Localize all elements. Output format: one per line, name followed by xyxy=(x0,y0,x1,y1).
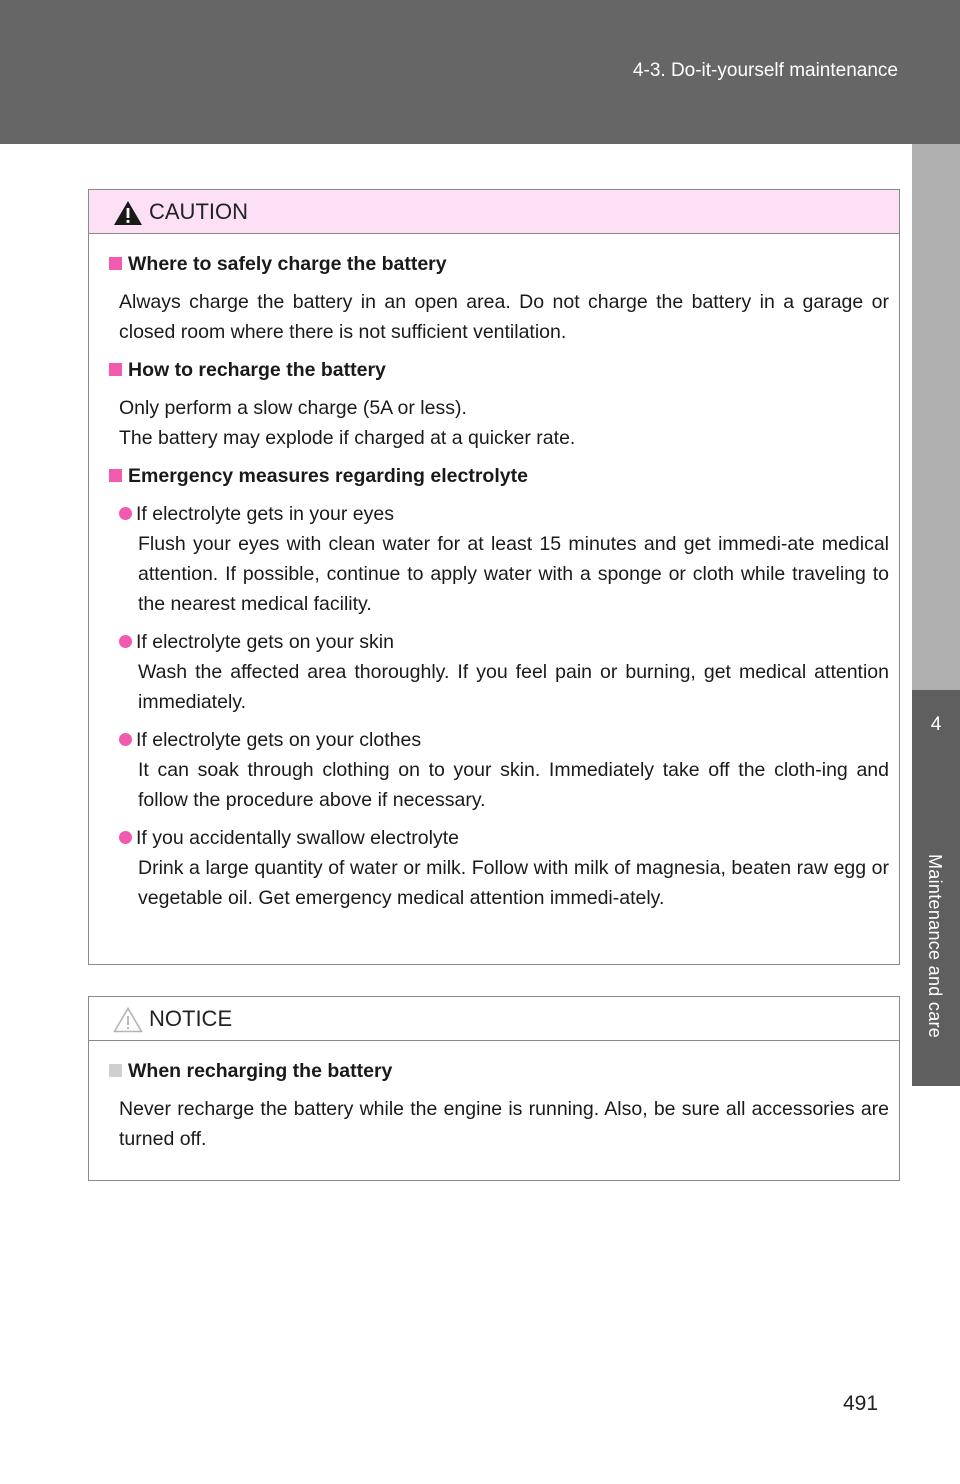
list-item xyxy=(109,823,889,913)
caution-section xyxy=(109,249,889,347)
caution-title: CAUTION xyxy=(149,199,248,224)
notice-section xyxy=(109,1056,889,1154)
square-bullet-icon xyxy=(109,1064,122,1077)
bullet-heading: If you accidentally swallow electrolyte xyxy=(136,827,459,849)
round-bullet-icon xyxy=(119,733,132,746)
tab-active-band xyxy=(912,690,960,835)
chapter-number: 4 xyxy=(930,714,942,735)
section-heading: Emergency measures regarding electrolyte xyxy=(128,465,528,487)
bullet-text: It can soak through clothing on to your skin. Immediately take off the cloth-ing and follow the procedure above if necessary. xyxy=(138,759,889,811)
bullet-heading: If electrolyte gets on your clothes xyxy=(136,729,422,751)
section-text-line: The battery may explode if charged at a quicker rate. xyxy=(119,427,576,449)
section-heading: Where to safely charge the battery xyxy=(128,253,447,275)
page-number: 491 xyxy=(843,1392,879,1415)
bullet-heading: If electrolyte gets on your skin xyxy=(136,631,394,653)
section-heading: How to recharge the battery xyxy=(128,359,386,381)
square-bullet-icon xyxy=(109,257,122,270)
caution-box xyxy=(88,189,900,965)
list-item xyxy=(109,627,889,717)
notice-box xyxy=(88,996,900,1181)
caution-body xyxy=(89,234,899,913)
caution-section xyxy=(109,461,889,913)
notice-title: NOTICE xyxy=(149,1006,233,1031)
round-bullet-icon xyxy=(119,831,132,844)
section-text: Always charge the battery in an open area. Do not charge the battery in a garage or closed room where there is not sufficient ventilation. xyxy=(119,291,889,343)
page-header xyxy=(0,0,960,144)
section-text: Never recharge the battery while the engine is running. Also, be sure all accessories are turned off. xyxy=(119,1098,889,1150)
bullet-heading: If electrolyte gets in your eyes xyxy=(136,503,394,525)
notice-header xyxy=(89,997,899,1041)
section-text-line: Only perform a slow charge (5A or less). xyxy=(119,397,467,419)
section-heading: When recharging the battery xyxy=(128,1060,393,1082)
bullet-text: Flush your eyes with clean water for at least 15 minutes and get immedi-ate medical attention. If possible, continue to apply water with a sponge or cloth while traveling to the nearest medical facility. xyxy=(138,533,889,615)
warning-outline-icon xyxy=(113,1007,143,1033)
bullet-text: Drink a large quantity of water or milk. Follow with milk of magnesia, beaten raw egg or vegetable oil. Get emergency medical attention immedi-ately. xyxy=(138,857,889,909)
section-title: 4-3. Do-it-yourself maintenance xyxy=(632,60,898,81)
round-bullet-icon xyxy=(119,507,132,520)
tab-upper-band xyxy=(912,144,960,690)
chapter-label: Maintenance and care xyxy=(925,854,945,1039)
round-bullet-icon xyxy=(119,635,132,648)
notice-body xyxy=(89,1041,899,1154)
square-bullet-icon xyxy=(109,363,122,376)
square-bullet-icon xyxy=(109,469,122,482)
chapter-side-tab xyxy=(912,144,960,1344)
list-item xyxy=(109,725,889,815)
caution-header xyxy=(89,190,899,234)
list-item xyxy=(109,499,889,619)
bullet-text: Wash the affected area thoroughly. If you feel pain or burning, get medical attention immediately. xyxy=(138,661,889,713)
warning-triangle-icon xyxy=(113,200,143,226)
caution-section xyxy=(109,355,889,453)
